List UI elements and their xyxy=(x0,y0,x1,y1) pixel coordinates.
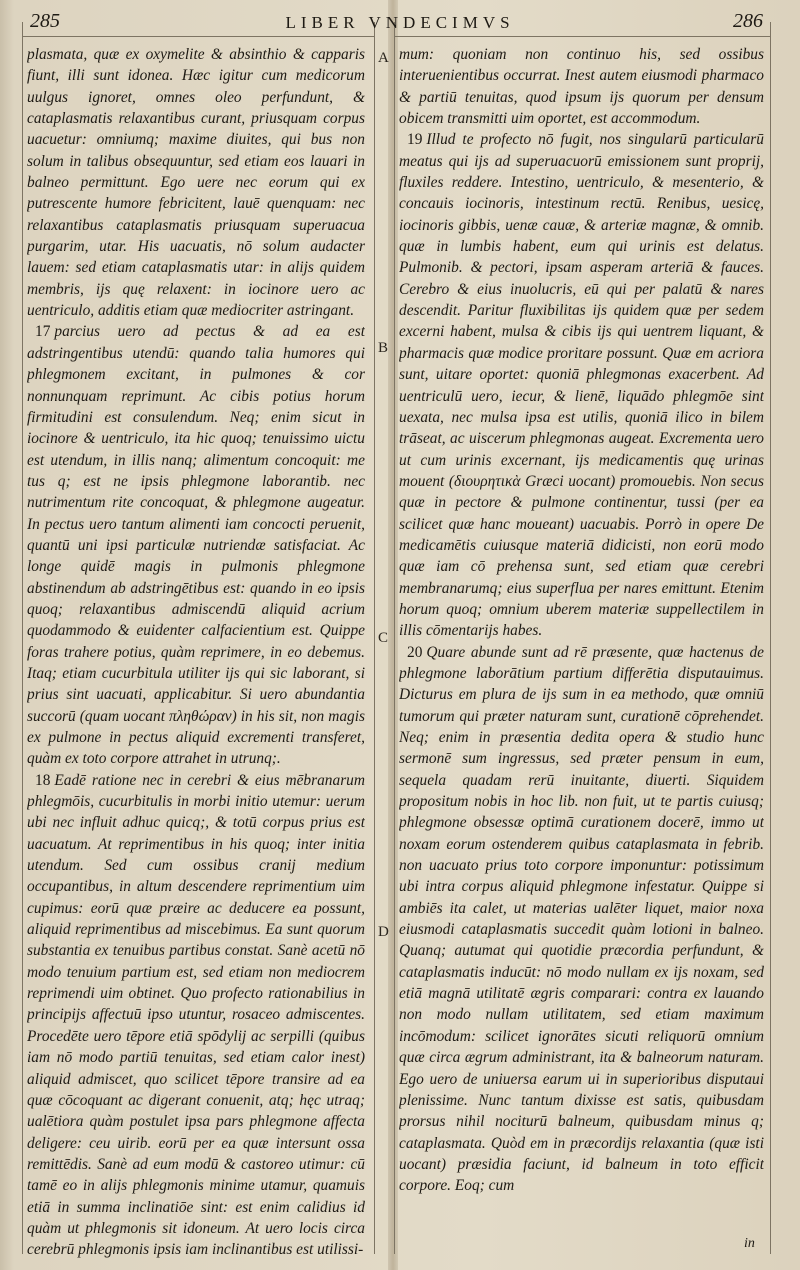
header-rule-left xyxy=(22,36,374,37)
section-number: 18 xyxy=(35,771,51,789)
paragraph xyxy=(27,44,365,321)
page-number-right: 286 xyxy=(733,10,763,32)
paragraph-text: plasmata, quæ ex oxymelite & absinthio & capparis fiunt, illi sunt idonea. Hæc igitur cum medicorum uulgus ignoret, omnes oleo perfundunt, & cataplasmatis relaxantibus curant, priusquam corpus uacuetur: omniumq; maxime diuites, qui bus non solum in talibus obsequuntur, sed etiam eos lauari in balneo permittunt. Ego uere nec eorum qui ex putrescente humore febricitent, lauē quenquam: nec relaxantibus cataplasmatis priusquam superuacua purgarim, utar. His uacuatis, nō solum audacter lauem: sed etiam cataplasmatis utar: in alijs quidem membris, ijs quę relaxent: in iocinore uero ac uentriculo, additis etiam quæ mediocriter astringant. xyxy=(27,46,365,320)
margin-letter-b: B xyxy=(378,340,389,356)
right-column xyxy=(399,44,764,1259)
paragraph-text: Quare abunde sunt ad rē præsente, quæ hactenus de phlegmone laborātium partium differētia disputauimus. Dicturus em plura de ijs sum in ea methodo, quæ omniū tumorum qui præter naturam sunt, curationē cōprehendet. Neq; enim in præsentia dedita opera & studio hunc sermonē sum ingressus, sed præter pensum in eum, sequela quadam rerū inuitante, diuerti. Siquidem propositum nobis in hoc lib. non fuit, ut te partis cuiusq; phlegmone obsessæ optimā curationem docerē, immo ut noxam eorum ostenderem quibus cataplasmata in febrib. non uacuato prius toto corpore imponuntur: potissimum ubi intra corpus aliquid phlegmone infestatur. Quippe si ambiēs ita calet, ut materias ualēter liquet, maior noxa eiusmodi cataplasmatis succedit quàm lotioni in balneo. Quanq; autumat qui quotidie præcordia perfundunt, & cataplasmatis inducūt: nō modo nullam ex ijs noxam, sed etiā magnā utilitatē ægris comparari: contra ex lauando non modo nullam utilitatem, sed etiam maximum incōmodum: scilicet ignorātes sicuti reliquorū omnium quæ circa ægrum administrant, ita & balneorum naturam. Ego uero de uniuersa earum ui in superioribus disputaui plenissime. Nunc tantum dixisse est satis, quibusdam prorsus nihil nociturū balneum, quibusdam minus q; cataplasmata. Quòd em in præcordijs relaxantia (quæ isti uocant) præsidia faciunt, id balneum in toto efficit corpore. Eoq; cum xyxy=(399,643,764,1195)
paragraph xyxy=(399,44,764,129)
center-rule-left xyxy=(374,22,375,1254)
paragraph xyxy=(399,642,764,1197)
margin-letter-d: D xyxy=(378,924,389,940)
section-number: 20 xyxy=(407,643,423,661)
right-border-rule xyxy=(770,22,771,1254)
paragraph xyxy=(27,321,365,769)
paragraph-text: Eadē ratione nec in cerebri & eius mēbranarum phlegmōis, cucurbitulis in morbi initio utemur: uerum ubi nec influit adhuc quicq;, & totū corpus prius est uacuatum. At reprimentibus in his quoq; inter initia utendum. Sed cum ossibus cranij medium occupantibus, in altum descendere reprimentium uim cupimus: eorū quæ præire ac deducere ea possunt, aliquid reprimentibus ad miscebimus. Ea sunt quorum substantia ex tenuibus partibus constat. Sanè acetū nō modo tenuium partium est, sed etiam non mediocrem reprimendi uim obtinet. Quo profecto rationabilius in principijs affectuū ipso utuntur, rosaceo admiscentes. Procedēte uero tēpore etiā spōdylij ac serpilli (quibus iam nō modo partiū tenuitas, sed etiam calor inest) aliquid admiscet, quo scilicet tēpore transire ad ea quæ cōcoquant ac digerant conuenit, atq; hęc utraq; ualētiora quàm postulet ipsa pars phlegmone affecta deligere: ceu uirib. eorū per ea quæ intersunt ossa remittēdis. Sanè ad eum modū & castoreo utimur: cū tamē eo in alijs phlegmonis minime utamur, quamuis etiā in summa inclinatiōe sint: est enim calidius id quàm ut phlegmonis sit idoneum. At uero locis circa cerebrū phlegmonis ipsis iam inclinantibus est utilissi- xyxy=(27,771,365,1259)
paragraph-text: parcius uero ad pectus & ad ea est adstringentibus utendū: quando talia humores qui phlegmonem excitant, in pulmones & cor nonnunquam reprimunt. Ac cibis potius horum firmitudini est consulendum. Neq; enim sicut in iocinore & uentriculo, ita hic quoq; tenuissimo uictu est utendum, in illis nanq; alimentum concoquit: me tus q; est ne ipsis phlegmone laborantib. nec nutrimentum rite concoquat, & phlegmone augeatur. In pectus uero tantum alimenti iam concocti peruenit, quantū uni ipsi particulæ nutriendæ satisfaciat. Ac longe quidē magis in pulmonis phlegmone abstinendum ab adstringētibus est: quando in eo ipsis quoq; relaxantibus admiscendū aliquid acrium quodammodo & euidenter calfacientium est. Quippe foras trahere potius, quàm reprimere, in eo debemus. Itaq; etiam cucurbitula utiliter ijs qui sic laborant, si prius sint uacuati, applicabitur. Si uero abundantia succorū (quam uocant πληθώραν) in his sit, non magis ex pulmone in pectus aliquid excrementi transferet, quàm ex toto corpore attrahet in utrunq;. xyxy=(27,323,365,768)
paragraph xyxy=(399,129,764,641)
section-number: 19 xyxy=(407,131,423,149)
margin-letter-c: C xyxy=(378,630,389,646)
running-title: LIBER VNDECIMVS xyxy=(285,13,515,32)
center-rule-right xyxy=(394,22,395,1254)
margin-letter-a: A xyxy=(378,50,389,66)
paragraph-text: Illud te profecto nō fugit, nos singularū particularū meatus qui ijs ad superuacuorū emissionem sunt proprij, fluxiles reddere. Intestino, uentriculo, & mesenterio, & concauis iocinoris, intestinum rectū. Renibus, uesicę, iocinoris gibbis, uenæ cauæ, & arteriæ magnæ, & omnib. quæ in lumbis habent, eum qui urinis est delatus. Pulmonib. & pectori, ipsam asperam arteriā & fauces. Cerebro & eius inuolucris, eū qui per palatū & nares descendit. Paritur fluxibilitas ijs quidem quæ per sedem excerni habent, mulsa & cibis ijs qui uentrem liquant, & pharmacis quæ modice proritare possunt. Quæ em acriora sunt, uitare oportet: quoniā phlegmonas exacerbent. Ad uentriculū uero, iecur, & lienē, liquādo phlegmōe sint uexata, nec mulsa ipsa est utilis, quoniā ilico in bilem trāseat, ac uiscerum phlegmonas augeat. Excrementa uero ut cum urinis excernant, ijs medicamentis quę urinas mouent (διουρητικὰ Græci uocant) promouebis. Non secus quæ in pectore & pulmone continentur, tussi (per ea scilicet quæ hanc moueant) uacuabis. Porrò in opere De medicamētis cuiusque materiā didicisti, non eorū modo quæ iam cō prehensa sunt, sed etiam quæ cerebri membranarumq; eius superflua per nares emittunt. Etenim horum quoq; omnium uberem materiæ suppellectilem in illis cōmentarijs habes. xyxy=(399,131,764,640)
page-gutter xyxy=(388,0,398,1270)
paragraph-text: mum: quoniam non continuo his, sed ossibus interuenientibus occurrat. Inest autem eiusmodi pharmaco & partiū tenuitas, quod ipsum ijs quorum per densum obicem transmitti uim oportet, est accommodum. xyxy=(399,46,764,128)
paragraph xyxy=(27,770,365,1259)
section-number: 17 xyxy=(35,323,51,341)
left-border-rule xyxy=(22,22,23,1254)
left-column xyxy=(27,44,365,1259)
catchword: in xyxy=(744,1236,755,1251)
page-number-left: 285 xyxy=(30,10,60,32)
header-rule-right xyxy=(394,36,770,37)
